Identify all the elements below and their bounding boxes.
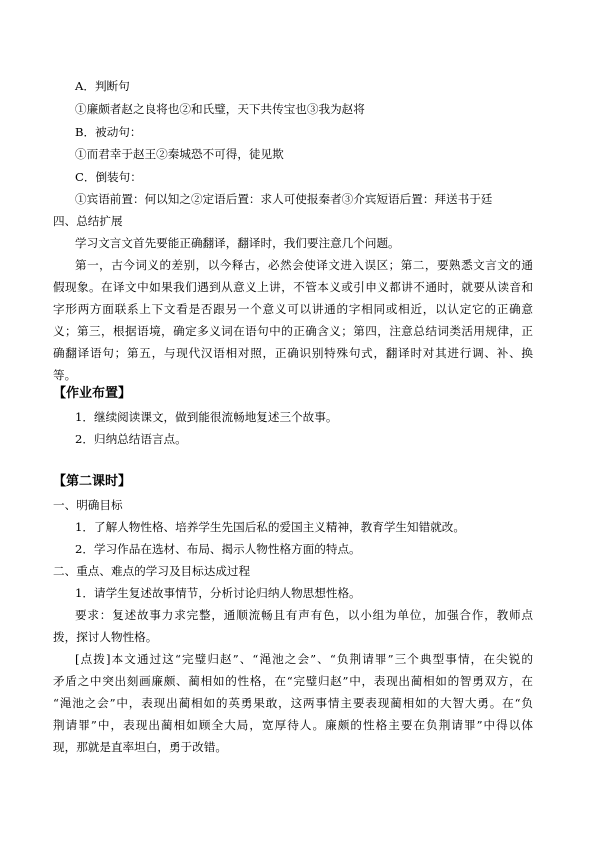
guidance-line: [点拨]本文通过这“完璧归赵”、“渑池之会”、“负荆请罪”三个典型事情，在尖锐的 <box>75 652 533 666</box>
section-four-heading: 四、总结扩展 <box>53 214 123 228</box>
guidance-line: 矛盾之中突出刻画廉颇、蔺相如的性格，在“完璧归赵”中，表现出蔺相如的智勇双方，在 <box>53 674 533 688</box>
requirement-line: 拨，探讨人物性格。 <box>53 630 158 644</box>
paragraph-line: 义；第三，根据语境，确定多义词在语句中的正确含义；第四，注意总结词类活用规律，正 <box>53 324 533 338</box>
guidance-line: “渑池之会”中，表现出蔺相如的英勇果敢，这两事情主要表现蔺相如的大智大勇。在“负 <box>53 696 533 710</box>
second-lesson-heading: 【第二课时】 <box>53 474 132 489</box>
objectives-heading: 一、明确目标 <box>53 498 123 512</box>
process-heading: 二、重点、难点的学习及目标达成过程 <box>53 564 251 578</box>
item-a-judgment-sentence: A．判断句 <box>75 79 130 93</box>
paragraph-intro: 学习文言文首先要能正确翻译，翻译时，我们要注意几个问题。 <box>75 236 400 250</box>
guidance-line: 荆请罪”中，表现出蔺相如顾全大局，宽厚待人。廉颇的性格主要在负荆请罪”中得以体 <box>53 718 533 732</box>
paragraph-line: 确翻译语句；第五，与现代汉语相对照，正确识别特殊句式，翻译时对其进行调、补、换 <box>53 346 533 360</box>
item-c-examples: ①宾语前置：何以知之②定语后置：求人可使报秦者③介宾短语后置：拜送书于廷 <box>75 192 493 206</box>
homework-heading: 【作业布置】 <box>53 386 132 401</box>
paragraph-line: 假现象。在译文中如果我们遇到从意义上讲，不管本义或引申义都讲不通时，就要从读音和 <box>53 280 533 294</box>
paragraph-line: 第一，古今词义的差别，以今释古，必然会使译文进入误区；第二，要熟悉文言文的通 <box>75 258 533 272</box>
item-c-inverted-sentence: C．倒装句： <box>75 170 142 184</box>
guidance-line: 现，那就是直率坦白，勇于改错。 <box>53 740 227 754</box>
item-a-examples: ①廉颇者赵之良将也②和氏璧，天下共传宝也③我为赵将 <box>75 102 365 116</box>
homework-item: 1．继续阅读课文，做到能很流畅地复述三个故事。 <box>75 410 338 424</box>
item-b-passive-sentence: B．被动句： <box>75 125 142 139</box>
process-item: 1．请学生复述故事情节，分析讨论归纳人物思想性格。 <box>75 586 361 600</box>
objective-item: 1．了解人物性格、培养学生先国后私的爱国主义精神，教育学生知错就改。 <box>75 520 465 534</box>
item-b-examples: ①而君幸于赵王②秦城恐不可得，徒见欺 <box>75 147 284 161</box>
paragraph-line: 等。 <box>53 368 77 382</box>
objective-item: 2．学习作品在选材、布局、揭示人物性格方面的特点。 <box>75 542 361 556</box>
paragraph-line: 字形两方面联系上下文看是否跟另一个意义可以讲通的字相同或相近，以认定它的正确意 <box>53 302 533 316</box>
homework-item: 2．归纳总结语言点。 <box>75 432 187 446</box>
requirement-line: 要求：复述故事力求完整，通顺流畅且有声有色，以小组为单位，加强合作，教师点 <box>75 608 533 622</box>
